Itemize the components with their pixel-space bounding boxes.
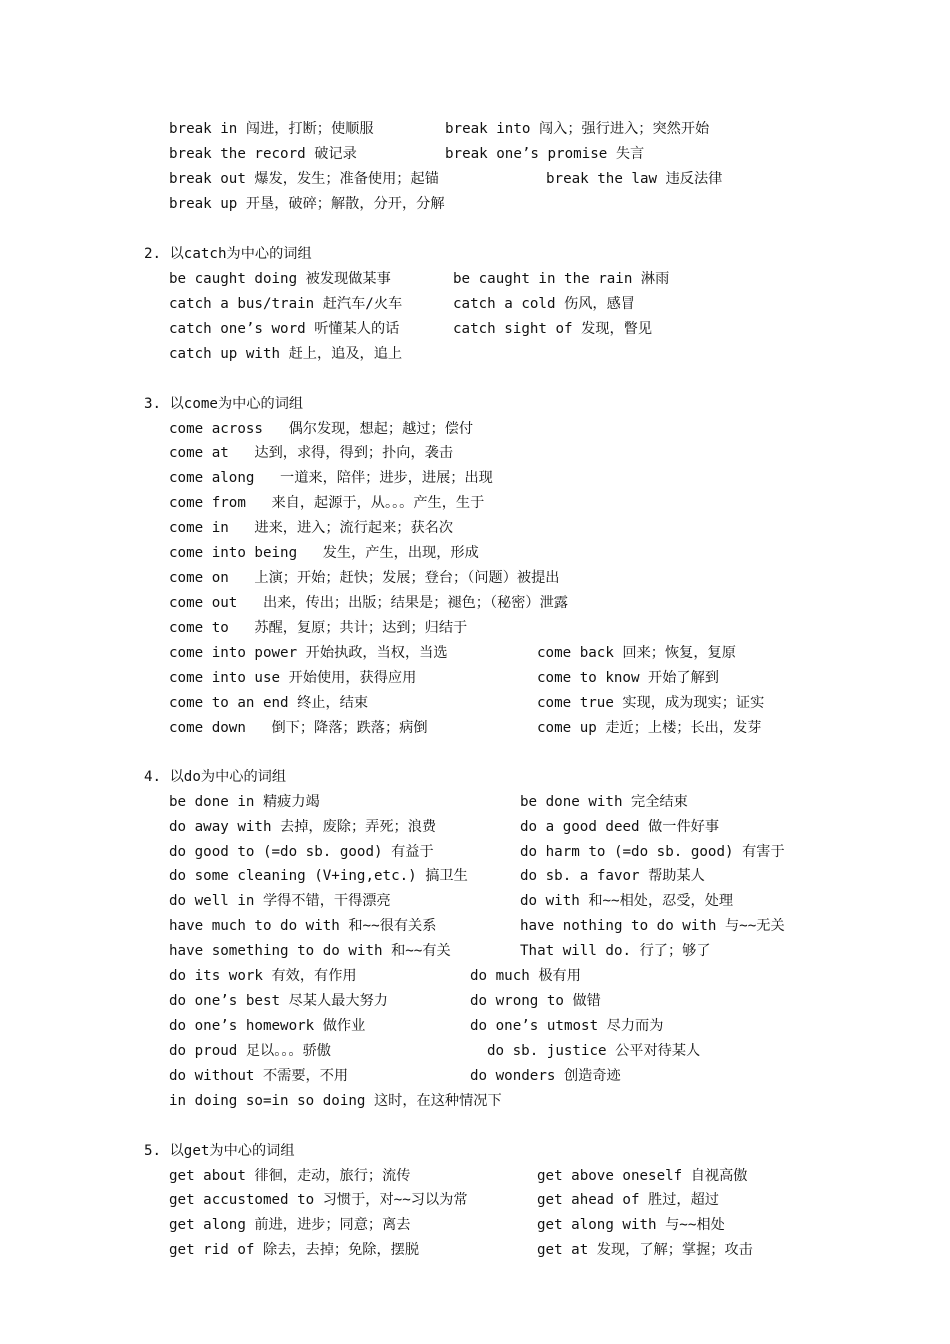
- phrase-get-about: get about 徘徊，走动，旅行；流传: [169, 1168, 411, 1184]
- phrase-come-true: come true 实现，成为现实；证实: [537, 695, 765, 711]
- phrase-do-away-with: do away with 去掉，废除；弄死；浪费: [169, 819, 437, 835]
- phrase-do-with: do with 和~~相处，忍受，处理: [520, 893, 734, 909]
- section-heading-do: 4. 以do为中心的词组: [144, 769, 287, 785]
- phrase-break-promise: break one’s promise 失言: [445, 146, 645, 162]
- phrase-come-into-being: come into being 发生，产生，出现，形成: [169, 545, 479, 561]
- phrase-break-in: break in 闯进，打断；使顺服: [169, 121, 374, 137]
- section-heading-get: 5. 以get为中心的词组: [144, 1143, 295, 1159]
- phrase-come-on: come on 上演；开始；赶快；发展；登台；（问题）被提出: [169, 570, 560, 586]
- phrase-come-along: come along 一道来，陪伴；进步，进展；出现: [169, 470, 493, 486]
- phrase-do-sb-justice: do sb. justice 公平对待某人: [487, 1043, 701, 1059]
- phrase-come-into-power: come into power 开始执政，当权，当选: [169, 645, 448, 661]
- phrase-do-without: do without 不需要，不用: [169, 1068, 349, 1084]
- phrase-do-good-to: do good to (=do sb. good) 有益于: [169, 844, 434, 860]
- phrase-come-across: come across 偶尔发现，想起；越过；偿付: [169, 421, 474, 437]
- phrase-be-caught-in-the-rain: be caught in the rain 淋雨: [453, 271, 670, 287]
- phrase-be-done-in: be done in 精疲力竭: [169, 794, 320, 810]
- phrase-do-proud: do proud 足以。。。骄傲: [169, 1043, 331, 1059]
- phrase-break-the-record: break the record 破记录: [169, 146, 357, 162]
- phrase-come-to: come to 苏醒，复原；共计；达到；归结于: [169, 620, 468, 636]
- phrase-get-at: get at 发现，了解；掌握；攻击: [537, 1242, 753, 1258]
- phrase-catch-ones-word: catch one’s word 听懂某人的话: [169, 321, 400, 337]
- phrase-get-along: get along 前进，进步；同意；离去: [169, 1217, 411, 1233]
- phrase-do-wrong-to: do wrong to 做错: [470, 993, 601, 1009]
- phrase-break-out: break out 爆发，发生；准备使用；起锚: [169, 171, 439, 187]
- phrase-come-to-know: come to know 开始了解到: [537, 670, 719, 686]
- phrase-come-to-an-end: come to an end 终止，结束: [169, 695, 369, 711]
- phrase-catch-up-with: catch up with 赶上，追及，追上: [169, 346, 403, 362]
- section-heading-catch: 2. 以catch为中心的词组: [144, 246, 312, 262]
- phrase-get-rid-of: get rid of 除去，去掉；免除，摆脱: [169, 1242, 420, 1258]
- phrase-be-done-with: be done with 完全结束: [520, 794, 688, 810]
- phrase-have-much-to-do-with: have much to do with 和~~很有关系: [169, 918, 437, 934]
- phrase-come-in: come in 进来，进入；流行起来；获名次: [169, 520, 454, 536]
- phrase-catch-sight-of: catch sight of 发现，瞥见: [453, 321, 653, 337]
- phrase-do-its-work: do its work 有效，有作用: [169, 968, 357, 984]
- phrase-break-into: break into 闯入；强行进入；突然开始: [445, 121, 710, 137]
- phrase-come-down: come down 倒下；降落；跌落；病倒: [169, 720, 428, 736]
- phrase-catch-a-cold: catch a cold 伤风，感冒: [453, 296, 635, 312]
- phrase-do-sb-a-favor: do sb. a favor 帮助某人: [520, 868, 705, 884]
- phrase-break-up: break up 开垦，破碎；解散，分开，分解: [169, 196, 445, 212]
- phrase-do-harm-to: do harm to (=do sb. good) 有害于: [520, 844, 785, 860]
- phrase-have-something-to-do-with: have something to do with 和~~有关: [169, 943, 451, 959]
- phrase-come-out: come out 出来，传出；出版；结果是；褪色；（秘密）泄露: [169, 595, 568, 611]
- phrase-get-ahead-of: get ahead of 胜过，超过: [537, 1192, 719, 1208]
- phrase-do-ones-homework: do one’s homework 做作业: [169, 1018, 366, 1034]
- phrase-have-nothing-to-do-with: have nothing to do with 与~~无关: [520, 918, 785, 934]
- phrase-come-into-use: come into use 开始使用，获得应用: [169, 670, 417, 686]
- phrase-do-a-good-deed: do a good deed 做一件好事: [520, 819, 720, 835]
- phrase-get-along-with: get along with 与~~相处: [537, 1217, 725, 1233]
- phrase-do-much: do much 极有用: [470, 968, 581, 984]
- phrase-do-wonders: do wonders 创造奇迹: [470, 1068, 621, 1084]
- phrase-come-back: come back 回来；恢复，复原: [537, 645, 736, 661]
- phrase-come-up: come up 走近；上楼；长出，发芽: [537, 720, 762, 736]
- phrase-that-will-do: That will do. 行了；够了: [520, 943, 711, 959]
- phrase-come-at: come at 达到，求得，得到；扑向，袭击: [169, 445, 454, 461]
- phrase-get-above-oneself: get above oneself 自视高傲: [537, 1168, 748, 1184]
- section-heading-come: 3. 以come为中心的词组: [144, 396, 304, 412]
- phrase-break-the-law: break the law 违反法律: [546, 171, 723, 187]
- phrase-do-ones-utmost: do one’s utmost 尽力而为: [470, 1018, 664, 1034]
- phrase-come-from: come from 来自，起源于，从。。。产生，生于: [169, 495, 485, 511]
- phrase-be-caught-doing: be caught doing 被发现做某事: [169, 271, 391, 287]
- phrase-do-some-cleaning: do some cleaning (V+ing,etc.) 搞卫生: [169, 868, 468, 884]
- phrase-in-doing-so: in doing so=in so doing 这时，在这种情况下: [169, 1093, 502, 1109]
- phrase-do-well-in: do well in 学得不错，干得漂亮: [169, 893, 391, 909]
- phrase-get-accustomed-to: get accustomed to 习惯于，对~~习以为常: [169, 1192, 468, 1208]
- phrase-do-ones-best: do one’s best 尽某人最大努力: [169, 993, 388, 1009]
- phrase-catch-a-bus: catch a bus/train 赶汽车/火车: [169, 296, 403, 312]
